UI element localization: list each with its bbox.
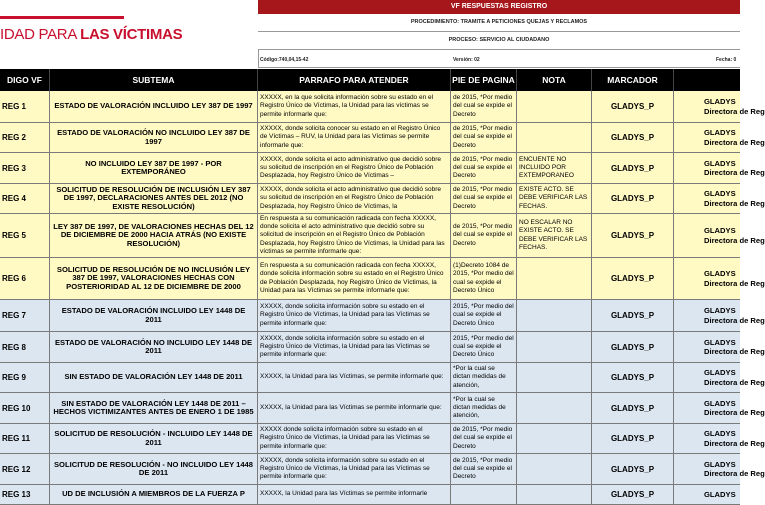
nota-cell[interactable] <box>517 454 592 484</box>
codigo-cell[interactable]: REG 10 <box>0 393 50 423</box>
responsable-cell[interactable] <box>674 258 765 299</box>
codigo-cell[interactable]: REG 8 <box>0 332 50 362</box>
parrafo-cell[interactable]: XXXXX, donde solicita el acto administrativo que decidió sobre su solicitud de inscripción en el Registro Único de Población Desplazada, hoy Registro Único de Víctimas, la <box>258 184 451 213</box>
subtema-cell[interactable]: UD DE INCLUSIÓN A MIEMBROS DE LA FUERZA P <box>50 485 258 504</box>
responsable-name: GLADYS <box>704 368 736 377</box>
pie-cell[interactable]: de 2015, *Por medio del cual se expide el Decreto <box>451 123 517 152</box>
marcador-cell[interactable]: GLADYS_P <box>592 258 674 299</box>
logo-area <box>0 0 259 68</box>
table-row[interactable] <box>0 393 765 424</box>
responsable-cell[interactable] <box>674 454 765 484</box>
document-meta <box>258 54 740 68</box>
responsable-title: Directora de Reg <box>704 347 765 356</box>
codigo-label: Código:740,04,15-42 <box>260 57 309 63</box>
subtema-cell[interactable]: SOLICITUD DE RESOLUCIÓN DE INCLUSIÓN LEY 387 DE 1997, DECLARACIONES ANTES DEL 2012 (NO EXISTE RESOLUCIÓN) <box>50 184 258 213</box>
responsable-name: GLADYS <box>704 337 736 347</box>
codigo-cell[interactable]: REG 7 <box>0 300 50 331</box>
responsable-title: Directora de Reg <box>704 168 765 177</box>
parrafo-cell[interactable]: XXXXX, donde solicita información sobre su estado en el Registro Único de Víctimas, la Unidad para las Víctimas se permite informarle que: <box>258 300 451 331</box>
parrafo-cell[interactable]: XXXXX, la Unidad para las Víctimas se permite informarle que: <box>258 393 451 423</box>
marcador-cell[interactable]: GLADYS_P <box>592 153 674 183</box>
responsable-cell[interactable] <box>674 123 765 152</box>
subtema-cell[interactable]: ESTADO DE VALORACIÓN INCLUIDO LEY 1448 DE 2011 <box>50 300 258 331</box>
pie-cell[interactable]: (1)Decreto 1084 de 2015, *Por medio del cual se expide el Decreto Único <box>451 258 517 299</box>
nota-cell[interactable]: EXISTE ACTO. SE DEBE VERIFICAR LAS FECHAS. <box>517 184 592 213</box>
responsable-name: GLADYS <box>704 97 736 106</box>
nota-cell[interactable] <box>517 485 592 504</box>
marcador-cell[interactable]: GLADYS_P <box>592 184 674 213</box>
responsable-cell[interactable] <box>674 214 765 257</box>
subtema-cell[interactable]: SOLICITUD DE RESOLUCIÓN - NO INCLUIDO LEY 1448 DE 2011 <box>50 454 258 484</box>
responsable-name: GLADYS <box>704 226 736 235</box>
col-header-codigo[interactable]: DIGO VF <box>0 69 50 91</box>
nota-cell[interactable]: ENCUENTE NO INCLUIDO POR EXTEMPORANEO <box>517 153 592 183</box>
logo-red-bar <box>0 16 124 19</box>
marcador-cell[interactable]: GLADYS_P <box>592 393 674 423</box>
table-row[interactable] <box>0 300 765 332</box>
responsable-cell[interactable] <box>674 363 765 392</box>
parrafo-cell[interactable]: XXXXX donde solicita información sobre su estado en el Registro Único de Víctimas, la Unidad para las Víctimas se permite informarle que: <box>258 424 451 453</box>
parrafo-cell[interactable]: XXXXX, donde solicita información sobre su estado en el Registro Único de Víctimas, la Unidad para las Víctimas se permite informarle que: <box>258 454 451 484</box>
codigo-cell[interactable]: REG 4 <box>0 184 50 213</box>
document-title: VF RESPUESTAS REGISTRO <box>258 0 740 14</box>
parrafo-cell[interactable]: XXXXX, en la que solicita información sobre su estado en el Registro Único de Víctimas, la Unidad para las víctimas se permite informarle que: <box>258 91 451 122</box>
responsable-title: Directora de Reg <box>704 235 765 245</box>
subtema-cell[interactable]: SOLICITUD DE RESOLUCIÓN DE NO INCLUSIÓN LEY 387 DE 1997, VALORACIONES HECHAS CON POSTERIORIDAD AL 12 DE DICIEMBRE DE 2000 <box>50 258 258 299</box>
nota-cell[interactable] <box>517 332 592 362</box>
subtema-cell[interactable]: SIN ESTADO DE VALORACIÓN LEY 1448 DE 2011 <box>50 363 258 392</box>
pie-cell[interactable]: de 2015, *Por medio del cual se expide el Decreto <box>451 424 517 453</box>
responsable-title: Directora de Reg <box>704 469 765 478</box>
responsable-name: GLADYS <box>704 398 736 408</box>
parrafo-cell[interactable]: En respuesta a su comunicación radicada con fecha XXXXX, donde solicita información sobre su estado en el Registro Único de Población Desplazada, hoy Registro Único de Víctimas, la Unidad para las Víctimas se permite informarle que: <box>258 258 451 299</box>
table-row[interactable] <box>0 214 765 258</box>
pie-cell[interactable]: de 2015, *Por medio del cual se expide el Decreto <box>451 454 517 484</box>
responsable-title: Directora de Reg <box>704 377 765 387</box>
pie-cell[interactable]: *Por la cual se dictan medidas de atención, <box>451 393 517 423</box>
subtema-cell[interactable]: SOLICITUD DE RESOLUCIÓN - INCLUIDO LEY 1448 DE 2011 <box>50 424 258 453</box>
responsable-cell[interactable] <box>674 424 765 453</box>
marcador-cell[interactable]: GLADYS_P <box>592 332 674 362</box>
responsable-name: GLADYS <box>704 489 736 499</box>
pie-cell[interactable]: de 2015, *Por medio del cual se expide el Decreto <box>451 184 517 213</box>
subtema-cell[interactable]: ESTADO DE VALORACIÓN INCLUIDO LEY 387 DE 1997 <box>50 91 258 122</box>
nota-cell[interactable] <box>517 123 592 152</box>
marcador-cell[interactable]: GLADYS_P <box>592 123 674 152</box>
subtema-cell[interactable]: NO INCLUIDO LEY 387 DE 1997 - POR EXTEMPORÁNEO <box>50 153 258 183</box>
table-row[interactable] <box>0 123 765 153</box>
marcador-cell[interactable]: GLADYS_P <box>592 424 674 453</box>
marcador-cell[interactable]: GLADYS_P <box>592 454 674 484</box>
col-header-pie[interactable]: PIE DE PAGINA <box>451 69 517 91</box>
table-row[interactable] <box>0 258 765 300</box>
marcador-cell[interactable]: GLADYS_P <box>592 91 674 122</box>
nota-cell[interactable] <box>517 258 592 299</box>
responsable-title: Directora de Reg <box>704 106 765 116</box>
col-header-parrafo[interactable]: PARRAFO PARA ATENDER <box>258 69 451 91</box>
responsable-cell[interactable] <box>674 300 765 331</box>
responsable-title: Directora de Reg <box>704 137 765 147</box>
responsable-title: Directora de Reg <box>704 315 765 325</box>
codigo-cell[interactable]: REG 3 <box>0 153 50 183</box>
marcador-cell[interactable]: GLADYS_P <box>592 485 674 504</box>
responsable-name: GLADYS <box>704 429 736 438</box>
table-row[interactable] <box>0 363 765 393</box>
responsable-cell[interactable] <box>674 184 765 213</box>
col-header-marcador[interactable]: MARCADOR <box>592 69 674 91</box>
responsable-title: Directora de Reg <box>704 198 765 208</box>
parrafo-cell[interactable]: XXXXX, donde solicita información sobre su estado en el Registro Único de Víctimas, la Unidad para las Víctimas se permite informarle que: <box>258 332 451 362</box>
parrafo-cell[interactable]: XXXXX, donde solicita el acto administrativo que decidió sobre su solicitud de inscripción en el Registro Único de Población Desplazada, hoy Registro Único de Víctimas – <box>258 153 451 183</box>
codigo-cell[interactable]: REG 9 <box>0 363 50 392</box>
col-header-nota[interactable]: NOTA <box>517 69 592 91</box>
responsable-cell[interactable] <box>674 393 765 423</box>
codigo-cell[interactable]: REG 12 <box>0 454 50 484</box>
parrafo-cell[interactable]: XXXXX, donde solicita conocer su estado en el Registro Único de Víctimas – RUV, la Unidad para las Víctimas se permite informarle que: <box>258 123 451 152</box>
parrafo-cell[interactable]: XXXXX, la Unidad para las Víctimas se permite informarle <box>258 485 451 504</box>
unidad-victimas-logo: IDAD PARA LAS VÍCTIMAS <box>0 26 183 43</box>
responsable-cell[interactable] <box>674 153 765 183</box>
fecha-label: Fecha: 0 <box>716 57 737 63</box>
nota-cell[interactable] <box>517 424 592 453</box>
version-label: Versión: 02 <box>453 57 480 63</box>
responsable-title: Directora de Reg <box>704 278 765 288</box>
responsable-name: GLADYS <box>704 158 736 168</box>
table-row[interactable] <box>0 485 740 505</box>
table-row[interactable] <box>0 332 765 363</box>
codigo-cell[interactable]: REG 1 <box>0 91 50 122</box>
nota-cell[interactable]: NO ESCALAR NO EXISTE ACTO. SE DEBE VERIFICAR LAS FECHAS. <box>517 214 592 257</box>
codigo-cell[interactable]: REG 13 <box>0 485 50 504</box>
parrafo-cell[interactable]: XXXXX, la Unidad para las Víctimas, se permite informarle que: <box>258 363 451 392</box>
table-row[interactable] <box>0 424 765 454</box>
table-row[interactable] <box>0 184 765 214</box>
nota-cell[interactable] <box>517 300 592 331</box>
col-header-subtema[interactable]: SUBTEMA <box>50 69 258 91</box>
nota-cell[interactable] <box>517 363 592 392</box>
nota-cell[interactable] <box>517 393 592 423</box>
responsable-name: GLADYS <box>704 269 736 278</box>
subtema-cell[interactable]: SIN ESTADO DE VALORACIÓN LEY 1448 DE 2011 – HECHOS VICTIMIZANTES ANTES DE ENERO 1 DE 1985 <box>50 393 258 423</box>
subtema-cell[interactable]: ESTADO DE VALORACIÓN NO INCLUIDO LEY 1448 DE 2011 <box>50 332 258 362</box>
procedimiento-label: PROCEDIMIENTO: TRAMITE A PETICIONES QUEJAS Y RECLAMOS <box>258 14 740 32</box>
responsable-name: GLADYS <box>704 189 736 198</box>
table-row[interactable] <box>0 454 765 485</box>
subtema-cell[interactable]: LEY 387 DE 1997, DE VALORACIONES HECHAS DEL 12 DE DICIEMBRE DE 2000 HACIA ATRÁS (NO EXISTE RESOLUCIÓN) <box>50 214 258 257</box>
responsable-cell[interactable] <box>674 485 754 504</box>
marcador-cell[interactable]: GLADYS_P <box>592 300 674 331</box>
pie-cell[interactable]: *Por la cual se dictan medidas de atención, <box>451 363 517 392</box>
responsable-title: Directora de Reg <box>704 408 765 417</box>
parrafo-cell[interactable]: En respuesta a su comunicación radicada con fecha XXXXX, donde solicita el acto administrativo que decidió sobre su solicitud de inscripción en el Registro Único de Población Desplazada, hoy Registro Único de Víctimas, la Unidad para las víctimas se permite informarle que: <box>258 214 451 257</box>
pie-cell[interactable]: 2015, *Por medio del cual se expide el Decreto Único <box>451 300 517 331</box>
responsable-cell[interactable] <box>674 91 765 122</box>
pie-cell[interactable] <box>451 485 517 504</box>
responsable-title: Directora de Reg <box>704 438 765 448</box>
marcador-cell[interactable]: GLADYS_P <box>592 214 674 257</box>
pie-cell[interactable]: de 2015, *Por medio del cual se expide el Decreto <box>451 153 517 183</box>
pie-cell[interactable]: de 2015, *Por medio del cual se expide el Decreto <box>451 214 517 257</box>
responsable-name: GLADYS <box>704 128 736 137</box>
table-row[interactable] <box>0 91 765 123</box>
proceso-label: PROCESO: SERVICIO AL CIUDADANO <box>258 32 740 50</box>
nota-cell[interactable] <box>517 91 592 122</box>
pie-cell[interactable]: de 2015, *Por medio del cual se expide el Decreto <box>451 91 517 122</box>
responsable-cell[interactable] <box>674 332 765 362</box>
pie-cell[interactable]: 2015, *Por medio del cual se expide el Decreto Único <box>451 332 517 362</box>
subtema-cell[interactable]: ESTADO DE VALORACIÓN NO INCLUIDO LEY 387 DE 1997 <box>50 123 258 152</box>
table-row[interactable] <box>0 153 765 184</box>
codigo-cell[interactable]: REG 11 <box>0 424 50 453</box>
codigo-cell[interactable]: REG 2 <box>0 123 50 152</box>
codigo-cell[interactable]: REG 6 <box>0 258 50 299</box>
marcador-cell[interactable]: GLADYS_P <box>592 363 674 392</box>
responsable-name: GLADYS <box>704 459 736 469</box>
codigo-cell[interactable]: REG 5 <box>0 214 50 257</box>
responsable-name: GLADYS <box>704 306 736 315</box>
col-header-responsable[interactable] <box>674 69 740 91</box>
